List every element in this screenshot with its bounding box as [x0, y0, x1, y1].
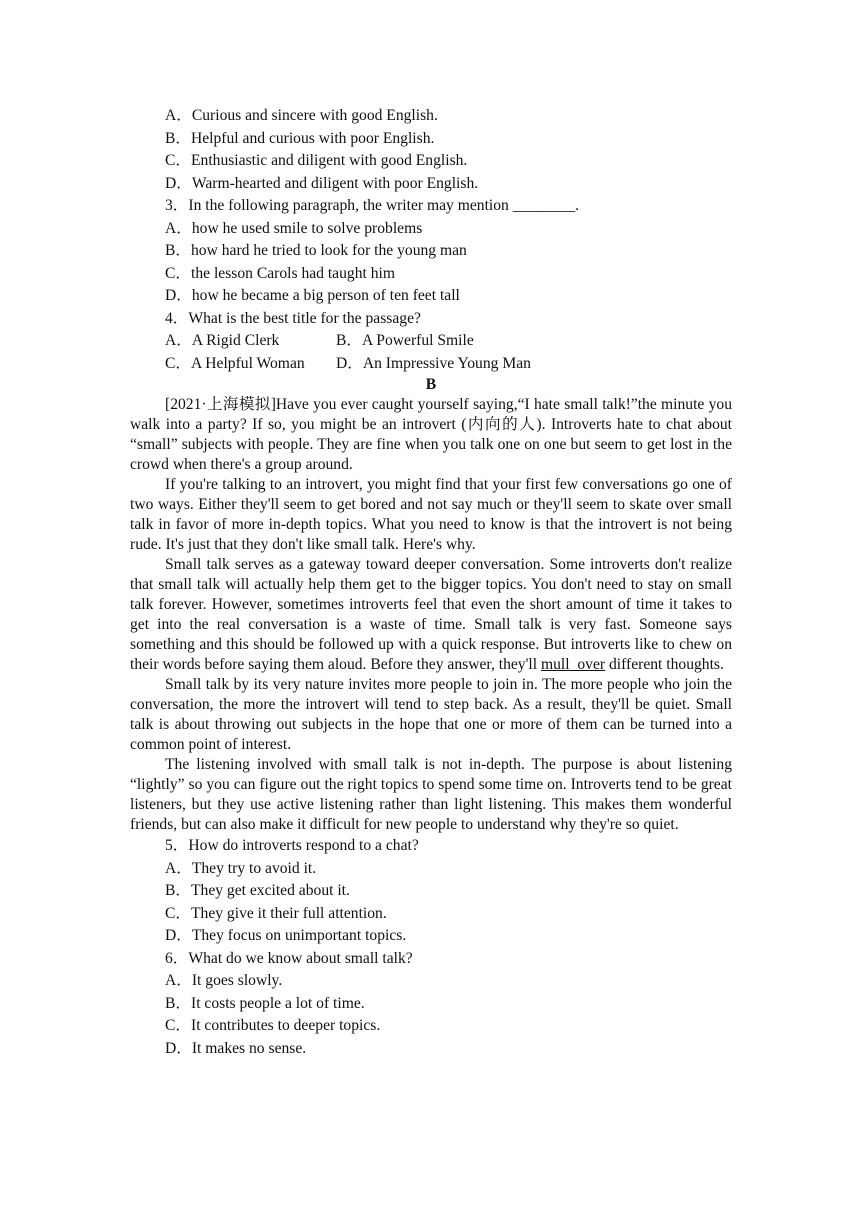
option-b: B．how hard he tried to look for the young man — [165, 242, 467, 259]
question-stem: 3．In the following paragraph, the writer may mention ________. — [165, 197, 580, 214]
option-b: B．It costs people a lot of time. — [165, 994, 365, 1012]
question-stem: 4．What is the best title for the passage? — [165, 309, 421, 327]
options-row-1 — [130, 330, 732, 353]
paragraph-3 — [130, 555, 732, 675]
section-label: B — [425, 376, 437, 393]
option-c: C．Enthusiastic and diligent with good English. — [165, 152, 468, 169]
option-d: D．They focus on unimportant topics. — [165, 927, 407, 944]
document-page — [130, 105, 732, 1060]
paragraph-3-text: Small talk serves as a gateway toward deeper conversation. Some introverts don't realize that small talk will actually help them get to the bigger topics. You don't need to stay on small talk forever. However, sometimes introverts feel that even the short amount of time it takes to get into the real conversation is a waste of time. Small talk is very fast. Someone says something and this should be followed up with a quick response. But introverts like to chew on their words before saying them aloud. Before they answer, they'll — [130, 556, 732, 673]
option-c: C．They give it their full attention. — [165, 904, 387, 922]
option-c: C．It contributes to deeper topics. — [165, 1017, 381, 1034]
option-a: A．It goes slowly. — [165, 972, 283, 989]
option-b: B．A Powerful Smile — [336, 332, 474, 349]
option-c: C．A Helpful Woman — [165, 354, 305, 372]
paragraph-4: Small talk by its very nature invites more people to join in. The more people who join the conversation, the more the introvert will tend to step back. As a result, they'll be quiet. Small talk is about throwing out subjects in the hope that one or more of them can be turned into a common point of interest. — [130, 676, 732, 753]
paragraph-1: [2021·上海模拟]Have you ever caught yourself saying,“I hate small talk!”the minute you walk into a party? If so, you might be an introvert (内向的人). Introverts hate to chat about “small” subjects with people. They are fine when you talk one on one but seem to get lost in the crowd when there's a group around. — [130, 396, 732, 473]
option-a: A．Curious and sincere with good English. — [165, 107, 438, 124]
option-c: C．the lesson Carols had taught him — [165, 264, 395, 282]
underlined-phrase: mull_over — [540, 656, 606, 673]
options-row-2 — [130, 353, 732, 376]
option-a: A．They try to avoid it. — [165, 859, 317, 877]
option-a: A．A Rigid Clerk — [165, 332, 280, 349]
reading-passage — [130, 395, 732, 835]
option-b: B．Helpful and curious with poor English. — [165, 129, 435, 147]
question-stem: 5．How do introverts respond to a chat? — [165, 837, 419, 854]
option-d: D．how he became a big person of ten feet tall — [165, 287, 460, 304]
question-3 — [130, 195, 732, 308]
paragraph-3-end: different thoughts. — [605, 656, 724, 673]
question-stem: 6．What do we know about small talk? — [165, 949, 413, 967]
question-2-options — [130, 105, 732, 195]
question-5 — [130, 835, 732, 948]
question-4 — [130, 308, 732, 376]
option-a: A．how he used smile to solve problems — [165, 219, 423, 237]
option-b: B．They get excited about it. — [165, 882, 350, 899]
option-d: D．It makes no sense. — [165, 1039, 307, 1057]
option-d: D．An Impressive Young Man — [336, 354, 531, 372]
paragraph-2: If you're talking to an introvert, you might find that your first few conversations go one of two ways. Either they'll seem to get bored and not say much or they'll seem to skate over small talk in favor of more in-depth topics. What you need to know is that the introvert is not being rude. It's just that they don't like small talk. Here's why. — [130, 476, 732, 553]
option-d: D．Warm-hearted and diligent with poor English. — [165, 174, 479, 192]
question-6 — [130, 948, 732, 1061]
paragraph-5: The listening involved with small talk is not in-depth. The purpose is about listening “lightly” so you can figure out the right topics to spend some time on. Introverts tend to be great listeners, but they use active listening rather than light listening. This makes them wonderful friends, but can also make it difficult for new people to understand why they're so quiet. — [130, 756, 732, 833]
